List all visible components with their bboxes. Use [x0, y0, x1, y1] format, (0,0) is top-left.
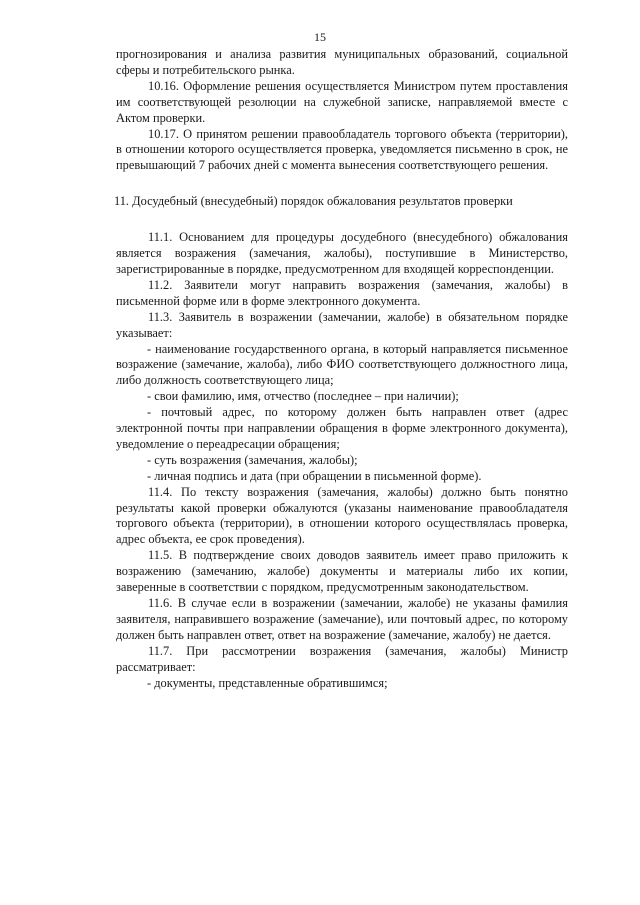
list-item: - суть возражения (замечания, жалобы); [147, 452, 358, 467]
paragraph: 10.16. Оформление решения осуществляется Министром путем проставления им соответствующей резолюции на служебной записке, направляемой вместе с Актом проверки. [116, 78, 568, 125]
document-body [116, 47, 568, 691]
list-item: - почтовый адрес, по которому должен быть направлен ответ (адрес электронной почты при направлении обращения в форме электронного документа), уведомление о переадресации обращения; [116, 405, 568, 451]
list-item: - личная подпись и дата (при обращении в письменной форме). [147, 468, 482, 483]
paragraph: 11.6. В случае если в возражении (замечании, жалобе) не указаны фамилия заявителя, направившего возражение (замечание), или почтовый адрес, по которому должен быть направлен ответ, ответ на возражение (замечание, жалобу) не дается. [116, 596, 568, 642]
list-item: - свои фамилию, имя, отчество (последнее – при наличии); [147, 389, 459, 404]
list-item: - документы, представленные обратившимся; [147, 675, 388, 690]
page-number: 15 [314, 30, 326, 44]
paragraph: 11.5. В подтверждение своих доводов заявитель имеет право приложить к возражению (замечанию, жалобе) документы и материалы либо их копии, заверенные в соответствии с порядком, предусмотренным законодательством. [116, 548, 568, 595]
paragraph: 11.7. При рассмотрении возражения (замечания, жалобы) Министр рассматривает: [116, 643, 568, 674]
paragraph: 10.17. О принятом решении правообладатель торгового объекта (территории), в отношении которого осуществляется проверка, уведомляется письменно в срок, не превышающий 7 рабочих дней с момента вынесения соответствующего решения. [116, 126, 568, 173]
paragraph: 11.3. Заявитель в возражении (замечании, жалобе) в обязательном порядке указывает: [116, 309, 568, 340]
list-item: - наименование государственного органа, в который направляется письменное возражение (замечание, жалоба), либо ФИО соответствующего должностного лица, либо должность соответствующего лица; [116, 341, 568, 388]
paragraph: 11.2. Заявители могут направить возражения (замечания, жалобы) в письменной форме или в форме электронного документа. [116, 277, 568, 308]
paragraph: прогнозирования и анализа развития муниципальных образований, социальной сферы и потребительского рынка. [116, 47, 568, 77]
paragraphs-after-heading [116, 230, 568, 691]
paragraph: 11.4. По тексту возражения (замечания, жалобы) должно быть понятно результаты какой проверки обжалуются (указаны наименование правообладателя торгового объекта (территории), в отношении которого осуществлялась проверка, адрес объекта, ее срок проведения). [116, 484, 568, 547]
paragraph: 11.1. Основанием для процедуры досудебного (внесудебного) обжалования является возражения (замечания, жалобы), поступившие в Министерство, зарегистрированные в порядке, предусмотренном для входящей корреспонденции. [116, 230, 568, 276]
paragraphs-before-heading [116, 47, 568, 174]
section-heading: 11. Досудебный (внесудебный) порядок обжалования результатов проверки [114, 194, 513, 209]
